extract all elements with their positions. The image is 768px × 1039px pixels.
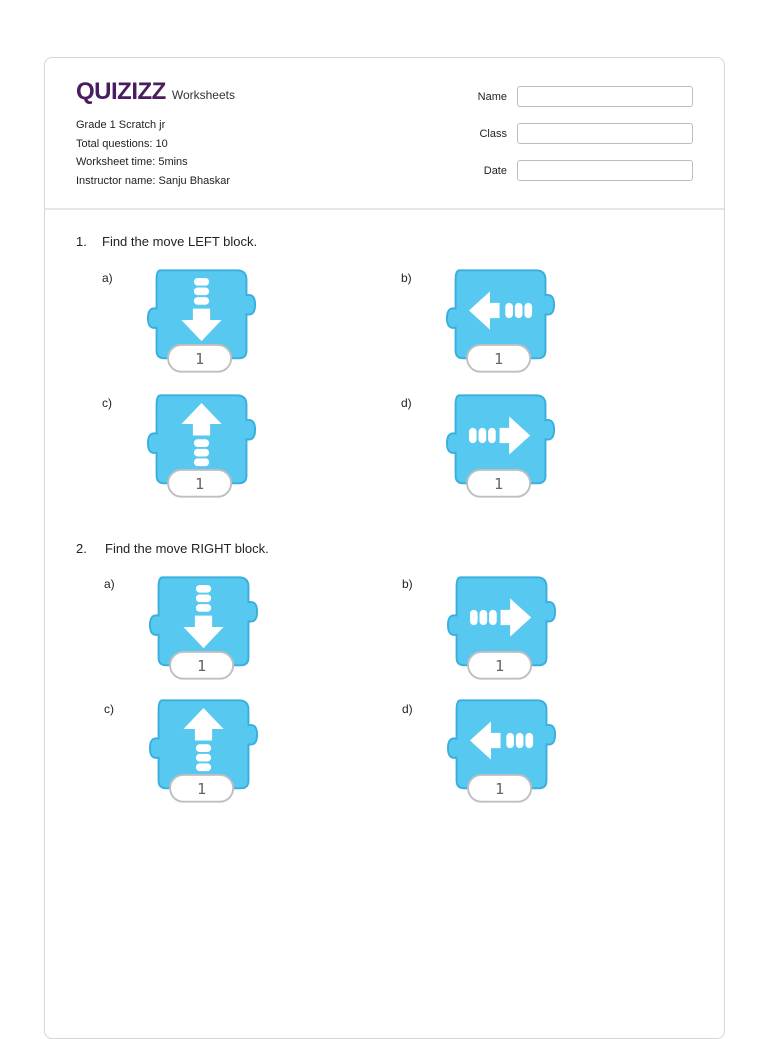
question-2-title bbox=[76, 541, 269, 556]
move-left-block-icon[interactable] bbox=[446, 266, 556, 376]
worksheet-header bbox=[45, 58, 724, 210]
option-label: b) bbox=[402, 577, 413, 591]
question-text: Find the move LEFT block. bbox=[102, 234, 258, 249]
date-label: Date bbox=[483, 164, 507, 177]
name-input[interactable] bbox=[517, 86, 693, 107]
instructor-text: Instructor name: Sanju Bhaskar bbox=[76, 174, 231, 187]
block-value: 1 bbox=[194, 475, 205, 494]
question-1-title bbox=[76, 234, 257, 249]
worksheet-time-text: Worksheet time: 5mins bbox=[76, 156, 188, 168]
option-label: c) bbox=[104, 702, 114, 716]
block-value: 1 bbox=[494, 657, 505, 676]
block-value: 1 bbox=[196, 780, 207, 799]
question-number: 2. bbox=[76, 541, 87, 556]
worksheet-info bbox=[76, 116, 230, 190]
block-value: 1 bbox=[493, 475, 504, 494]
block-value: 1 bbox=[494, 780, 505, 799]
move-right-block-icon[interactable] bbox=[447, 573, 557, 683]
move-left-block-icon[interactable] bbox=[447, 696, 557, 806]
option-label: a) bbox=[104, 577, 115, 591]
option-label: d) bbox=[401, 396, 412, 410]
option-label: d) bbox=[402, 702, 413, 716]
grade-text: Grade 1 Scratch jr bbox=[76, 119, 166, 131]
total-questions-text: Total questions: 10 bbox=[76, 137, 168, 150]
question-number: 1. bbox=[76, 234, 87, 249]
class-field-row bbox=[467, 123, 693, 144]
move-down-block-icon[interactable] bbox=[147, 266, 257, 376]
move-right-block-icon[interactable] bbox=[446, 391, 556, 501]
move-up-block-icon[interactable] bbox=[149, 696, 259, 806]
option-label: b) bbox=[401, 271, 412, 285]
date-field-row bbox=[467, 160, 693, 181]
logo-subtitle: Worksheets bbox=[171, 88, 235, 102]
worksheet bbox=[44, 57, 725, 1039]
option-label: c) bbox=[102, 396, 112, 410]
option-label: a) bbox=[102, 271, 113, 285]
quizizz-logo: QUIZIZZ bbox=[76, 78, 166, 105]
date-input[interactable] bbox=[517, 160, 693, 181]
name-label: Name bbox=[477, 90, 507, 103]
block-value: 1 bbox=[194, 350, 205, 369]
move-up-block-icon[interactable] bbox=[147, 391, 257, 501]
name-field-row bbox=[467, 86, 693, 107]
move-down-block-icon[interactable] bbox=[149, 573, 259, 683]
class-input[interactable] bbox=[517, 123, 693, 144]
logo bbox=[76, 78, 235, 106]
block-value: 1 bbox=[493, 350, 504, 369]
class-label: Class bbox=[479, 127, 507, 140]
question-text: Find the move RIGHT block. bbox=[105, 541, 269, 556]
block-value: 1 bbox=[196, 657, 207, 676]
